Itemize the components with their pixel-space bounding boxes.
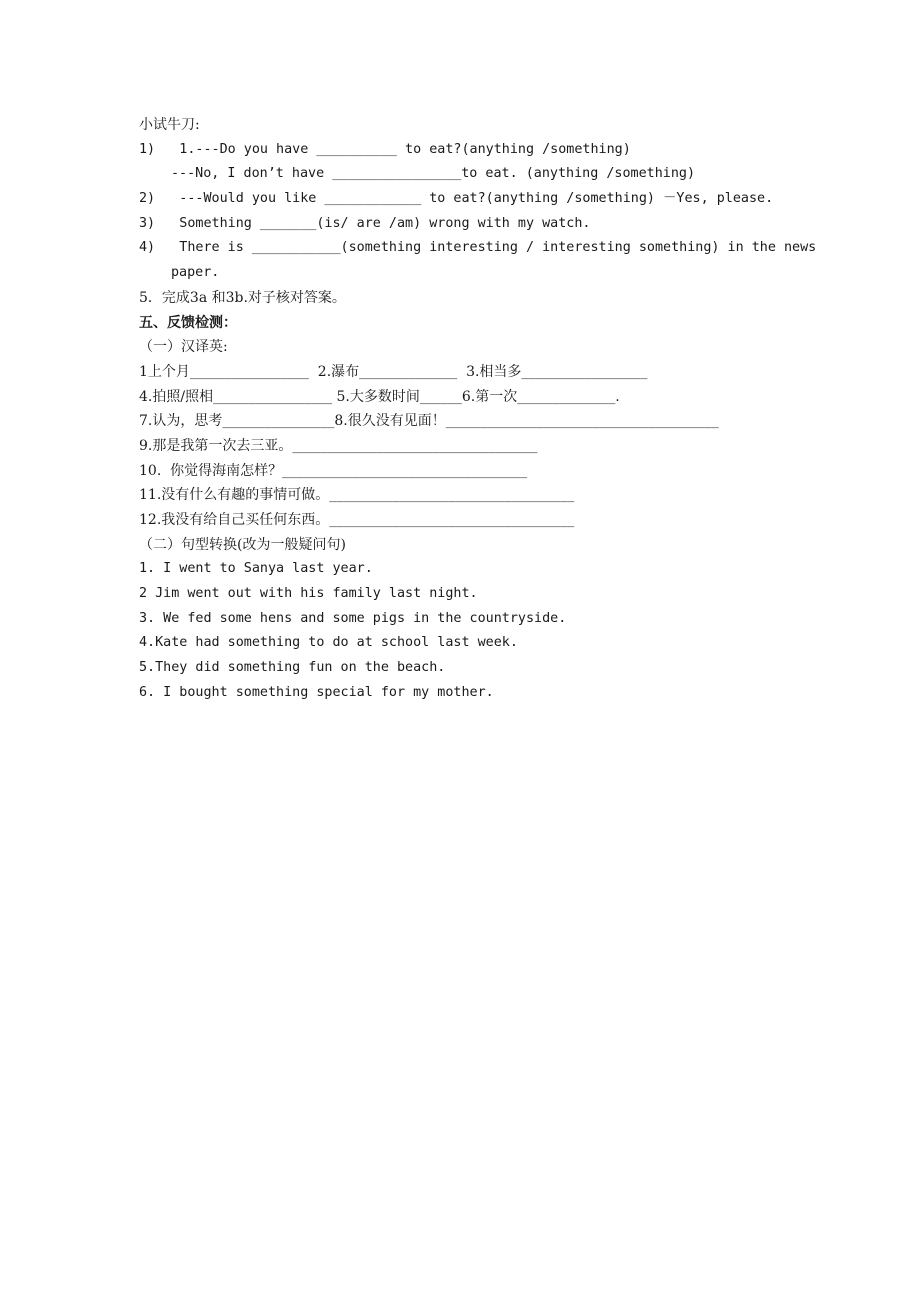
translate-line: 12.我没有给自己买任何东西。___________________________________ bbox=[139, 512, 575, 528]
item-5: 5．完成3a 和3b.对子核对答案。 bbox=[139, 289, 346, 306]
translate-line: 7.认为，思考________________8.很久没有见面！_______________________________________ bbox=[139, 413, 719, 430]
section-5-title: 五、反馈检测： bbox=[139, 314, 237, 331]
exercise-line: ---No, I don’t have ________________to eat. (anything /something) bbox=[171, 166, 696, 182]
exercise-line: paper. bbox=[171, 265, 220, 281]
convert-line: 4.Kate had something to do at school last week. bbox=[139, 635, 518, 651]
translate-line: 11.没有什么有趣的事情可做。___________________________________ bbox=[139, 487, 575, 504]
convert-line: 3. We fed some hens and some pigs in the countryside. bbox=[139, 610, 567, 626]
exercise-line: 1) 1.---Do you have __________ to eat?(anything /something) bbox=[139, 141, 631, 157]
part-1-title: （一）汉译英: bbox=[139, 339, 228, 356]
convert-line: 6. I bought something special for my mother. bbox=[139, 684, 494, 700]
exercise-line: 3) Something _______(is/ are /am) wrong with my watch. bbox=[139, 215, 591, 231]
worksheet-content bbox=[139, 113, 817, 706]
part-2-title: （二）句型转换(改为一般疑问句) bbox=[139, 536, 346, 553]
translate-line: 10. 你觉得海南怎样？___________________________________ bbox=[139, 462, 528, 479]
exercise-line: 4) There is ___________(something interesting / interesting something) in the news bbox=[139, 240, 817, 256]
convert-line: 1. I went to Sanya last year. bbox=[139, 561, 373, 577]
convert-line: 2 Jim went out with his family last night. bbox=[139, 586, 478, 602]
translate-line: 4.拍照/照相_________________ 5.大多数时间______6.第一次______________. bbox=[139, 388, 620, 405]
convert-line: 5.They did something fun on the beach. bbox=[139, 660, 446, 676]
exercise-line: 2) ---Would you like ____________ to eat?(anything /something) －Yes, please. bbox=[139, 191, 774, 207]
translate-line: 9.那是我第一次去三亚。___________________________________ bbox=[139, 437, 538, 454]
try-heading: 小试牛刀: bbox=[139, 117, 200, 133]
translate-line: 1上个月_________________ 2.瀑布______________ 3.相当多__________________ bbox=[139, 363, 648, 380]
